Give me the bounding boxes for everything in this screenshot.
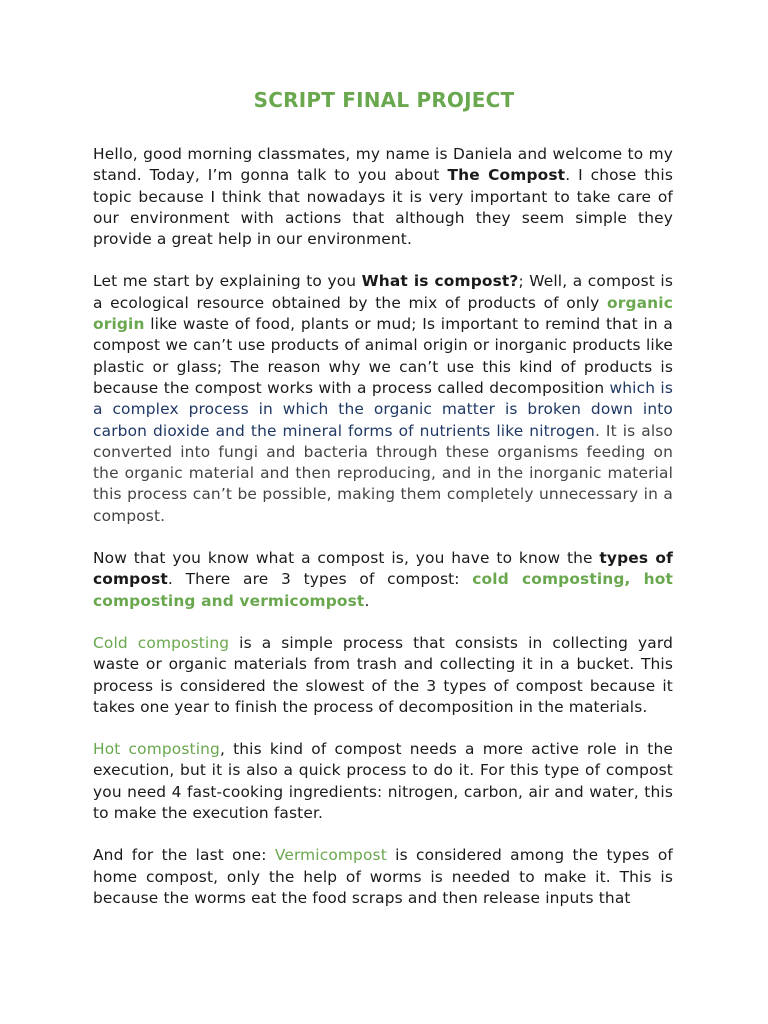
paragraph-cold-composting xyxy=(93,633,673,718)
paragraph-intro xyxy=(93,144,673,250)
text-run: like waste of food, plants or mud; Is important to remind that in a compost we can’t use products of animal origin or inorganic products like plastic or glass; The reason why we can’t use this kind of products is because the compost works with a process called decomposition xyxy=(93,315,673,397)
text-run: is a simple process that consists in collecting yard waste or organic materials from trash and collecting it in a bucket. This process is considered the slowest of the 3 types of compost because it takes one year to finish the process of decomposition in the materials. xyxy=(93,633,673,716)
bold-types: types of compost xyxy=(93,549,673,589)
highlight-types-list: cold composting, hot composting and vermicompost xyxy=(93,570,673,610)
highlight-organic-origin: organic origin xyxy=(93,293,673,334)
text-run: , this kind of compost needs a more active role in the execution, but it is also a quick process to do it. For this type of compost you need 4 fast-cooking ingredients: nitrogen, carbon, air and water, this to make the execution faster. xyxy=(93,740,673,823)
text-run: Now that you know what a compost is, you have to know the xyxy=(93,549,600,568)
text-run: Hello, good morning classmates, my name is Daniela and welcome to my stand. Today, I’m gonna talk to you about xyxy=(93,145,673,185)
text-run: . There are 3 types of compost: xyxy=(167,570,473,589)
bold-topic: The Compost xyxy=(447,166,566,185)
paragraph-hot-composting xyxy=(93,739,673,824)
definition-decomposition: which is a complex process in which the organic matter is broken down into carbon dioxide and the mineral forms of nutrients like nitrogen xyxy=(93,378,673,440)
text-run: is considered among the types of home compost, only the help of worms is needed to make it. This is because the worms eat the food scraps and then release inputs that xyxy=(93,846,673,907)
bold-question: What is compost? xyxy=(361,272,519,291)
highlight-hot-composting: Hot composting xyxy=(93,740,220,759)
document-body xyxy=(93,144,673,930)
highlight-vermicompost: Vermicompost xyxy=(274,846,387,865)
paragraph-vermicompost xyxy=(93,845,673,909)
paragraph-what-is-compost xyxy=(93,271,673,527)
highlight-cold-composting: Cold composting xyxy=(93,633,230,652)
page-title: SCRIPT FINAL PROJECT xyxy=(253,88,515,112)
text-run: Let me start by explaining to you xyxy=(93,272,362,291)
paragraph-types-of-compost xyxy=(93,548,673,612)
text-run: . It is also converted into fungi and bacteria through these organisms feeding on the organic material and then reproducing, and in the inorganic material this process can’t be possible, making them completely unnecessary in a compost. xyxy=(93,421,674,525)
text-run: . xyxy=(364,591,370,610)
text-run: And for the last one: xyxy=(93,846,275,865)
text-run: ; Well, a compost is a ecological resource obtained by the mix of products of only xyxy=(93,272,673,312)
text-run: . I chose this topic because I think that nowadays it is very important to take care of our environment with actions that although they seem simple they provide a great help in our environment. xyxy=(93,166,673,249)
